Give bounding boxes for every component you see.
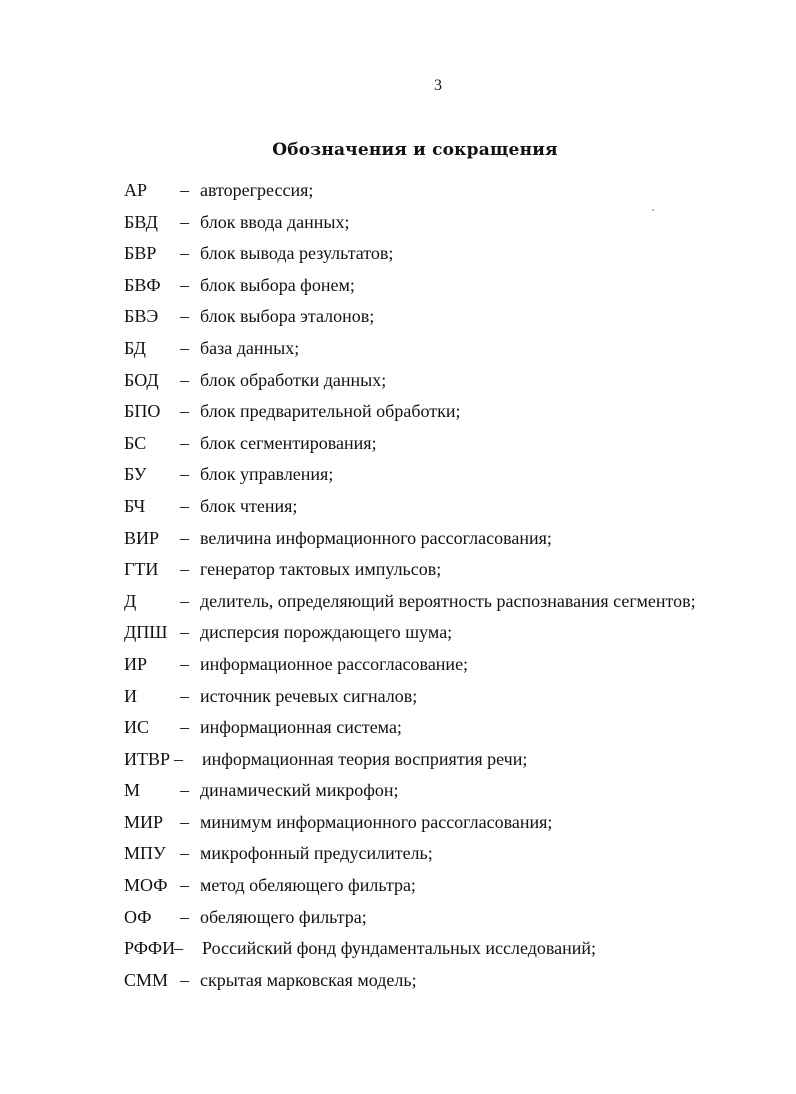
entry-dash: – <box>180 875 189 896</box>
entry-dash: – <box>174 748 183 769</box>
abbreviation-definition: величина информационного рассогласования; <box>200 527 552 548</box>
abbreviation-term: БД <box>124 337 146 358</box>
abbreviation-definition: блок управления; <box>200 464 334 485</box>
entry-dash: – <box>180 274 189 295</box>
abbreviation-definition: блок вывода результатов; <box>200 243 394 264</box>
abbreviation-term: ИС <box>124 717 150 738</box>
abbreviation-definition: база данных; <box>200 337 300 358</box>
entry-dash: – <box>180 653 189 674</box>
abbreviation-term: БВД <box>124 211 158 232</box>
abbreviation-definition: информационное рассогласование; <box>200 653 469 674</box>
abbreviation-term: БЧ <box>124 495 146 516</box>
abbreviation-definition: источник речевых сигналов; <box>200 685 418 706</box>
abbreviation-term: Д <box>124 590 137 611</box>
abbreviation-term: МОФ <box>124 875 168 896</box>
entry-dash: – <box>180 306 189 327</box>
abbreviation-term: БОД <box>124 369 159 390</box>
abbreviation-term: ОФ <box>124 906 152 927</box>
abbreviation-definition: обеляющего фильтра; <box>200 906 367 927</box>
page-number: 3 <box>434 77 442 94</box>
entry-dash: – <box>180 495 189 516</box>
abbreviation-term: БВР <box>124 243 157 264</box>
abbreviation-definition: генератор тактовых импульсов; <box>200 559 442 580</box>
abbreviation-term: М <box>124 780 141 801</box>
abbreviation-definition: блок чтения; <box>200 495 298 516</box>
entry-dash: – <box>180 243 189 264</box>
abbreviation-term: ДПШ <box>124 622 168 643</box>
abbreviation-term: МИР <box>124 811 164 832</box>
abbreviation-definition: микрофонный предусилитель; <box>200 843 433 864</box>
abbreviation-term: БУ <box>124 464 147 485</box>
entry-dash: – <box>180 401 189 422</box>
abbreviation-term: ИР <box>124 653 148 674</box>
entry-dash: – <box>180 843 189 864</box>
abbreviation-definition: блок ввода данных; <box>200 211 350 232</box>
abbreviation-term: СММ <box>124 969 169 990</box>
abbreviation-term: МПУ <box>124 843 166 864</box>
entry-dash: – <box>180 906 189 927</box>
abbreviation-term: БПО <box>124 401 161 422</box>
entry-dash: – <box>180 337 189 358</box>
abbreviation-definition: динамический микрофон; <box>200 780 399 801</box>
scan-speck <box>652 209 654 211</box>
entry-dash: – <box>180 180 189 200</box>
entry-dash: – <box>180 590 189 611</box>
abbreviation-term: АР <box>124 180 148 200</box>
abbreviation-term: БВФ <box>124 274 161 295</box>
entry-dash: – <box>180 369 189 390</box>
abbreviation-term: БВЭ <box>124 306 159 327</box>
entry-dash: – <box>180 211 189 232</box>
entry-dash: – <box>180 527 189 548</box>
abbreviation-definition: блок выбора фонем; <box>200 274 355 295</box>
abbreviation-definition: информационная система; <box>200 717 402 738</box>
abbreviation-definition: блок обработки данных; <box>200 369 387 390</box>
abbreviation-definition: блок предварительной обработки; <box>200 401 461 422</box>
abbreviation-definition: минимум информационного рассогласования; <box>200 811 553 832</box>
abbreviation-definition: блок выбора эталонов; <box>200 306 375 327</box>
abbreviation-definition: информационная теория восприятия речи; <box>202 748 528 769</box>
entry-dash: – <box>174 938 183 959</box>
entry-dash: – <box>180 780 189 801</box>
abbreviation-definition: метод обеляющего фильтра; <box>200 875 416 896</box>
entry-dash: – <box>180 969 189 990</box>
abbreviation-definition: делитель, определяющий вероятность распознавания сегментов; <box>200 590 696 611</box>
entry-dash: – <box>180 432 189 453</box>
abbreviation-term: И <box>124 685 137 706</box>
abbreviation-term: БС <box>124 432 147 453</box>
entry-dash: – <box>180 685 189 706</box>
entry-dash: – <box>180 811 189 832</box>
abbreviation-definition: Российский фонд фундаментальных исследований; <box>202 938 597 959</box>
page-title: Обозначения и сокращения <box>272 140 558 160</box>
abbreviation-definition: дисперсия порождающего шума; <box>200 622 453 643</box>
abbreviation-term: ГТИ <box>124 559 159 580</box>
abbreviation-term: РФФИ <box>124 938 176 959</box>
entry-dash: – <box>180 559 189 580</box>
abbreviation-term: ИТВР <box>124 748 171 769</box>
abbreviation-term: ВИР <box>124 527 160 548</box>
abbreviation-definition: блок сегментирования; <box>200 432 377 453</box>
entry-dash: – <box>180 717 189 738</box>
abbreviation-definition: авторегрессия; <box>200 180 314 200</box>
abbreviation-definition: скрытая марковская модель; <box>200 969 417 990</box>
entry-dash: – <box>180 464 189 485</box>
entry-dash: – <box>180 622 189 643</box>
